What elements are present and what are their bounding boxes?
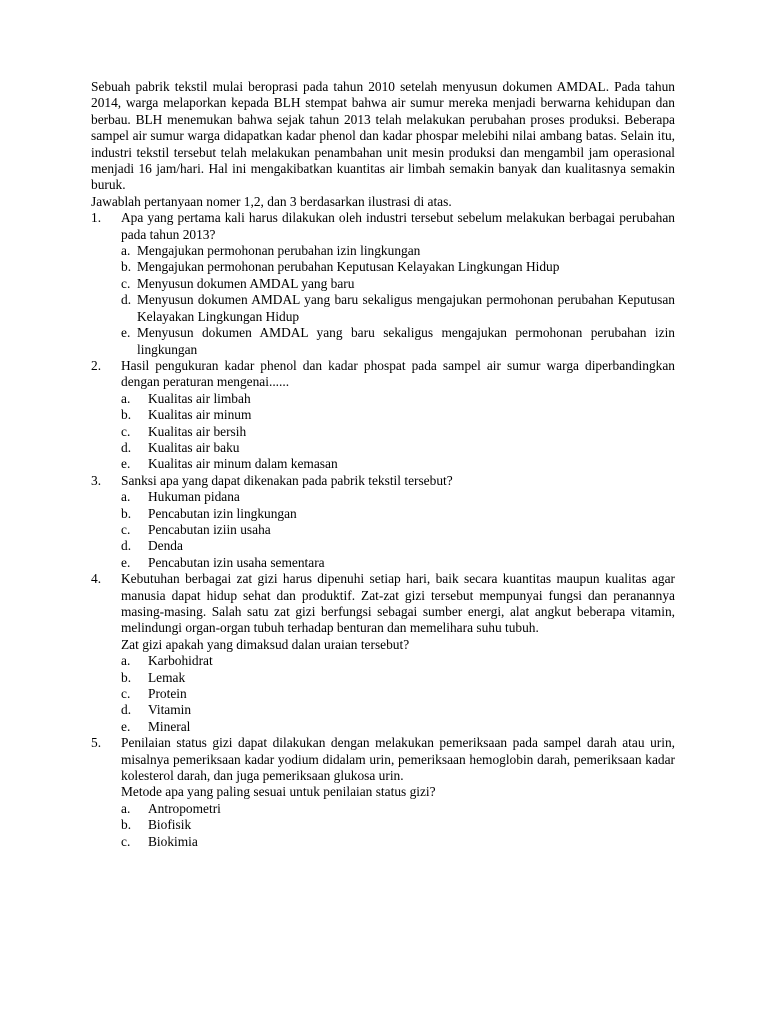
option-text: Pencabutan iziin usaha [148,521,271,537]
question-body [121,358,675,473]
option-text: Mengajukan permohonan perubahan Keputusan Kelayakan Lingkungan Hidup [137,259,560,275]
option-text: Vitamin [148,702,192,718]
answer-option-e [121,555,675,571]
question-body [121,210,675,358]
question-4 [91,571,675,735]
option-letter: e. [121,718,131,734]
document-body [91,79,675,850]
answer-option-d [121,702,675,718]
option-text: Menyusun dokumen AMDAL yang baru [137,275,355,291]
option-letter: b. [121,259,132,275]
option-text: Kualitas air limbah [148,390,251,406]
option-letter: c. [121,686,131,702]
answer-option-a [121,391,675,407]
option-text: Mengajukan permohonan perubahan izin lingkungan [137,243,421,259]
option-letter: e. [121,325,131,341]
answer-option-a [121,653,675,669]
answer-option-c [121,522,675,538]
answer-option-d [121,440,675,456]
answer-option-d [121,292,675,325]
option-text: Pencabutan izin usaha sementara [148,554,325,570]
option-letter: b. [121,505,132,521]
option-text: Biokimia [148,833,198,849]
option-letter: d. [121,538,132,554]
option-text: Hukuman pidana [148,489,240,505]
option-letter: a. [121,489,131,505]
option-text: Kualitas air minum [148,407,252,423]
option-letter: c. [121,423,131,439]
question-body [121,571,675,735]
question-text: Apa yang pertama kali harus dilakukan oleh industri tersebut sebelum melakukan berbagai perubahan pada tahun 2013? [121,210,675,242]
intro-paragraph: Sebuah pabrik tekstil mulai beroprasi pada tahun 2010 setelah menyusun dokumen AMDAL. Pada tahun 2014, warga melaporkan kepada BLH stempat bahwa air sumur mereka menjadi berwarna kehidupan dan berbau. BLH menemukan bahwa sejak tahun 2013 telah melakukan perubahan proses produksi. Beberapa sampel air sumur warga didapatkan kadar phenol dan kadar phospar melebihi nilai ambang batas. Selain itu, industri tekstil tersebut telah melakukan penambahan unit mesin produksi dan mengambil jam operasional menjadi 16 jam/hari. Hal ini mengakibatkan kuantitas air limbah semakin banyak dan kualitasnya semakin buruk. [91,79,675,193]
answer-option-b [121,670,675,686]
answer-option-b [121,407,675,423]
instruction-text: Jawablah pertanyaan nomer 1,2, dan 3 berdasarkan ilustrasi di atas. [91,193,452,209]
option-text: Biofisik [148,817,192,833]
option-text: Menyusun dokumen AMDAL yang baru sekaligus mengajukan permohonan perubahan Keputusan Kelayakan Lingkungan Hidup [137,292,675,324]
option-letter: a. [121,390,131,406]
option-text: Lemak [148,669,186,685]
question-5 [91,735,675,850]
question-body [121,473,675,571]
option-letter: b. [121,669,132,685]
question-number: 5. [91,735,102,751]
answer-option-a [121,801,675,817]
question-text: Kebutuhan berbagai zat gizi harus dipenuhi setiap hari, baik secara kuantitas maupun kualitas agar manusia dapat hidup sehat dan produktif. Zat-zat gizi tersebut mempunyai fungsi dan peranannya masing-masing. Salah satu zat gizi berfungsi sebagai sumber energi, alat angkut beberapa vitamin, melindungi organ-organ tubuh terhadap benturan dan memelihara suhu tubuh. [121,571,675,636]
question-body [121,735,675,850]
option-text: Antropometri [148,800,221,816]
answer-option-c [121,276,675,292]
option-letter: e. [121,554,131,570]
option-text: Pencabutan izin lingkungan [148,505,297,521]
question-number: 4. [91,571,102,587]
question-prompt: Zat gizi apakah yang dimaksud dalan uraian tersebut? [121,636,410,652]
answer-option-c [121,424,675,440]
question-number: 2. [91,357,102,373]
question-3 [91,473,675,571]
option-letter: d. [121,439,132,455]
option-text: Karbohidrat [148,653,213,669]
answer-option-a [121,243,675,259]
option-letter: c. [121,521,131,537]
question-text: Sanksi apa yang dapat dikenakan pada pabrik tekstil tersebut? [121,472,453,488]
answer-option-b [121,817,675,833]
option-text: Mineral [148,718,191,734]
option-letter: a. [121,243,131,259]
option-letter: c. [121,275,131,291]
answer-option-c [121,686,675,702]
answer-option-c [121,834,675,850]
option-letter: b. [121,817,132,833]
option-letter: d. [121,292,132,308]
option-letter: b. [121,407,132,423]
answer-option-b [121,259,675,275]
answer-option-d [121,538,675,554]
answer-option-e [121,456,675,472]
answer-option-e [121,325,675,358]
answer-option-b [121,506,675,522]
option-letter: a. [121,653,131,669]
option-text: Menyusun dokumen AMDAL yang baru sekaligus mengajukan permohonan perubahan izin lingkungan [137,325,675,357]
question-number: 3. [91,472,102,488]
option-letter: d. [121,702,132,718]
option-text: Denda [148,538,183,554]
question-2 [91,358,675,473]
question-1 [91,210,675,358]
option-text: Kualitas air minum dalam kemasan [148,456,338,472]
option-text: Protein [148,686,187,702]
question-text: Hasil pengukuran kadar phenol dan kadar phospat pada sampel air sumur warga diperbandingkan dengan peraturan mengenai...... [121,357,675,390]
option-letter: e. [121,456,131,472]
option-text: Kualitas air baku [148,439,240,455]
answer-option-e [121,719,675,735]
option-letter: c. [121,833,131,849]
question-number: 1. [91,210,102,226]
option-text: Kualitas air bersih [148,423,247,439]
question-prompt: Metode apa yang paling sesuai untuk penilaian status gizi? [121,784,436,800]
question-text: Penilaian status gizi dapat dilakukan dengan melakukan pemeriksaan pada sampel darah atau urin, misalnya pemeriksaan kadar yodium didalam urin, pemeriksaan hemoglobin darah, pemeriksaan kadar kolesterol darah, dan juga pemeriksaan glukosa urin. [121,735,675,784]
option-letter: a. [121,800,131,816]
answer-option-a [121,489,675,505]
